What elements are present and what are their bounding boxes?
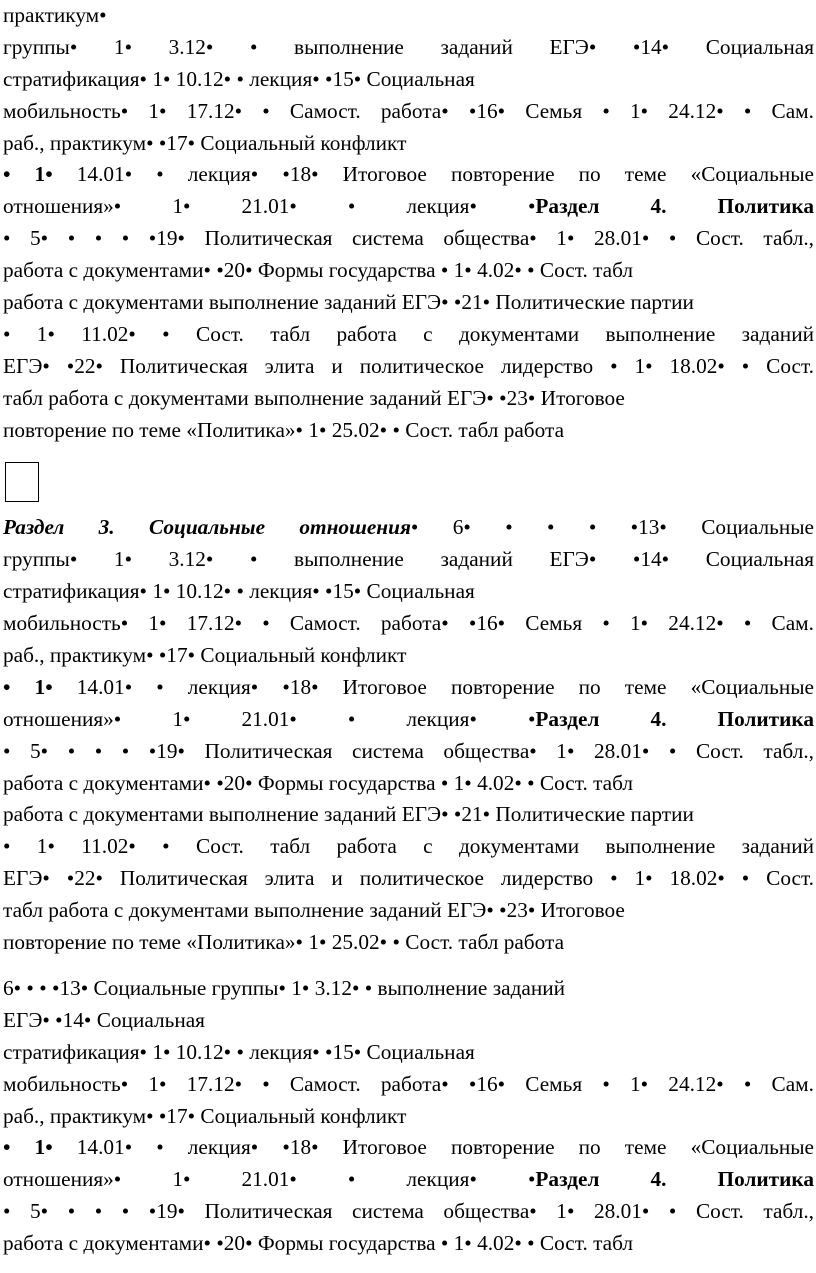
text-block-1 [3, 0, 814, 446]
text-line: мобильность• 1• 17.12• • Самост. работа• •16• Семья • 1• 24.12• • Сам. [3, 1071, 814, 1096]
text-line: раб., практикум• •17• Социальный конфликт [3, 130, 407, 155]
text-line: отношения»• 1• 21.01• • лекция• •Раздел 4. Политика [3, 706, 814, 731]
text-line: повторение по теме «Политика»• 1• 25.02• • Сост. табл работа [3, 930, 565, 955]
text-line: раб., практикум• •17• Социальный конфликт [3, 1103, 407, 1128]
text-line: работа с документами выполнение заданий ЕГЭ• •21• Политические партии [3, 802, 694, 827]
text-line: 6• • • •13• Социальные группы• 1• 3.12• • выполнение заданий [3, 975, 566, 1000]
text-line: работа с документами• •20• Формы государства • 1• 4.02• • Сост. табл [3, 770, 634, 795]
document-page [3, 0, 814, 1260]
text-line: стратификация• 1• 10.12• • лекция• •15• Социальная [3, 579, 475, 604]
text-line: ЕГЭ• •22• Политическая элита и политическое лидерство • 1• 18.02• • Сост. [3, 353, 814, 378]
text-line: практикум• [3, 3, 107, 27]
text-line: ЕГЭ• •22• Политическая элита и политическое лидерство • 1• 18.02• • Сост. [3, 866, 814, 891]
section-heading-line [3, 512, 814, 544]
text-line: работа с документами выполнение заданий ЕГЭ• •21• Политические партии [3, 290, 694, 315]
text-line: стратификация• 1• 10.12• • лекция• •15• Социальная [3, 66, 475, 91]
text-block-3 [3, 973, 814, 1260]
text-line: • 1• 14.01• • лекция• •18• Итоговое повторение по теме «Социальные [3, 162, 815, 187]
text-line: группы• 1• 3.12• • выполнение заданий ЕГЭ• •14• Социальная [3, 547, 814, 572]
text-line: мобильность• 1• 17.12• • Самост. работа• •16• Семья • 1• 24.12• • Сам. [3, 98, 814, 123]
text-line: работа с документами• •20• Формы государства • 1• 4.02• • Сост. табл [3, 258, 634, 283]
text-line: • 5• • • • •19• Политическая система общества• 1• 28.01• • Сост. табл., [3, 738, 814, 763]
text-line: повторение по теме «Политика»• 1• 25.02• • Сост. табл работа [3, 417, 565, 442]
section-heading: Раздел 3. Социальные отношения [3, 515, 411, 540]
text-line: • 1• 14.01• • лекция• •18• Итоговое повторение по теме «Социальные [3, 1135, 815, 1160]
text-line: отношения»• 1• 21.01• • лекция• •Раздел 4. Политика [3, 1167, 814, 1192]
text-line: • 1• 11.02• • Сост. табл работа с документами выполнение заданий [3, 834, 814, 859]
text-line: работа с документами• •20• Формы государства • 1• 4.02• • Сост. табл [3, 1231, 634, 1256]
text-line: • 5• • • • •19• Политическая система общества• 1• 28.01• • Сост. табл., [3, 226, 814, 251]
text-line: группы• 1• 3.12• • выполнение заданий ЕГЭ• •14• Социальная [3, 34, 814, 59]
text-line: ЕГЭ• •14• Социальная [3, 1007, 205, 1032]
text-line: мобильность• 1• 17.12• • Самост. работа• •16• Семья • 1• 24.12• • Сам. [3, 611, 814, 636]
text-line: раб., практикум• •17• Социальный конфликт [3, 643, 407, 668]
section-heading-rest: • 6• • • • •13• Социальные [410, 515, 814, 540]
text-line: табл работа с документами выполнение заданий ЕГЭ• •23• Итоговое [3, 385, 625, 410]
text-line: отношения»• 1• 21.01• • лекция• •Раздел 4. Политика [3, 194, 814, 219]
text-line: • 1• 11.02• • Сост. табл работа с документами выполнение заданий [3, 321, 814, 346]
checkbox-placeholder [5, 462, 39, 502]
text-line: • 1• 14.01• • лекция• •18• Итоговое повторение по теме «Социальные [3, 674, 815, 699]
text-line: табл работа с документами выполнение заданий ЕГЭ• •23• Итоговое [3, 898, 625, 923]
text-line: стратификация• 1• 10.12• • лекция• •15• Социальная [3, 1039, 475, 1064]
text-block-2 [3, 512, 814, 958]
text-line: • 5• • • • •19• Политическая система общества• 1• 28.01• • Сост. табл., [3, 1199, 814, 1224]
